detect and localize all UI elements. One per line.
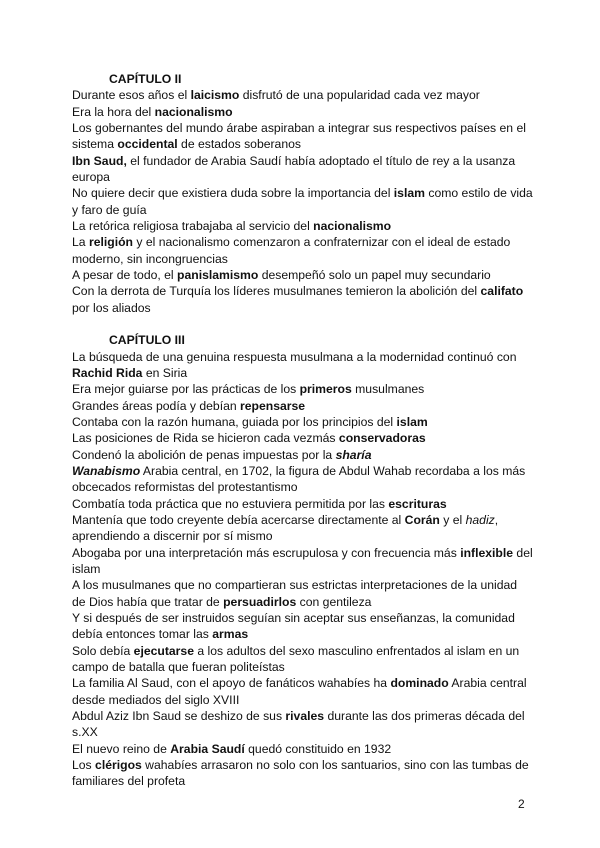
text-run: en Siria	[142, 365, 188, 380]
bold-term: clérigos	[95, 758, 142, 773]
paragraph	[72, 741, 534, 757]
text-run: desempeñó solo un papel muy secundario	[258, 268, 491, 283]
text-run: disfrutó de una popularidad cada vez mayor	[239, 88, 480, 103]
text-run: Solo debía	[72, 643, 134, 658]
bold-term: inflexible	[460, 545, 514, 560]
bold-term: islam	[393, 186, 425, 201]
paragraph	[72, 234, 534, 267]
text-run: Los	[72, 758, 96, 773]
bold-term: califato	[480, 284, 524, 299]
text-run: durante las dos primeras década del s.XX	[72, 709, 525, 740]
text-run: A pesar de todo, el	[72, 268, 178, 283]
bold-term: primeros	[299, 382, 352, 397]
text-run: del islam	[72, 545, 533, 576]
paragraph	[72, 185, 534, 218]
bold-term: religión	[88, 235, 133, 250]
text-run: a los adultos del sexo masculino enfrentados al islam en un campo de batalla que fueran politeístas	[72, 643, 520, 675]
text-run: La retórica religiosa trabajaba al servicio del	[72, 219, 314, 234]
text-run: y el nacionalismo comenzaron a confraternizar con el ideal de estado moderno, sin incongruencias	[72, 235, 511, 266]
paragraph	[72, 496, 534, 512]
paragraph	[72, 87, 534, 103]
chapter-3-body	[72, 349, 534, 790]
text-run: Las posiciones de Rida se hicieron cada vezmás	[72, 431, 339, 446]
text-run: Era mejor guiarse por las prácticas de los	[72, 382, 300, 397]
text-run: La búsqueda de una genuina respuesta musulmana a la modernidad continuó con	[72, 349, 517, 364]
paragraph	[72, 414, 534, 430]
paragraph	[72, 610, 534, 643]
paragraph	[72, 577, 534, 610]
bold-term: nacionalismo	[313, 219, 392, 234]
bold-term: Ibn Saud,	[72, 153, 127, 168]
text-run: Con la derrota de Turquía los líderes musulmanes temieron la abolición del	[72, 284, 481, 299]
bold-term: persuadirlos	[223, 594, 297, 609]
bold-term: Rachid Rida	[72, 365, 143, 380]
text-run: Arabia central desde mediados del siglo XVIII	[72, 676, 527, 707]
text-run: Durante esos años el	[72, 88, 191, 103]
paragraph	[72, 545, 534, 578]
page-number: 2	[518, 797, 525, 811]
text-run: Combatía toda práctica que no estuviera permitida por las	[72, 496, 389, 511]
paragraph	[72, 381, 534, 397]
chapter-2-heading: CAPÍTULO II	[109, 72, 182, 86]
text-run: quedó constituido en 1932	[244, 741, 392, 756]
text-run: Condenó la abolición de penas impuestas por la	[72, 447, 336, 462]
text-run: el fundador de Arabia Saudí había adoptado el título de rey a la usanza europa	[72, 153, 516, 185]
text-run: Arabia central, en 1702, la figura de Abdul Wahab recordaba a los más obcecados reformistas del protestantismo	[72, 463, 526, 495]
bold-term: Corán	[404, 512, 440, 527]
chapter-3-heading: CAPÍTULO III	[109, 333, 185, 348]
paragraph	[72, 120, 534, 153]
text-run: Era la hora del	[72, 104, 155, 119]
text-run: y el	[439, 512, 466, 527]
paragraph	[72, 430, 534, 446]
bold-term: islam	[396, 414, 428, 429]
bold-term: dominado	[390, 676, 449, 691]
paragraph	[72, 643, 534, 676]
chapter-2-body	[72, 87, 534, 316]
bold-term: rivales	[285, 709, 325, 724]
text-run: Contaba con la razón humana, guiada por los principios del	[72, 414, 397, 429]
text-run: Grandes áreas podía y debían	[72, 398, 241, 413]
italic-term: hadiz	[465, 512, 495, 527]
paragraph	[72, 757, 534, 790]
text-run: La	[72, 235, 89, 250]
paragraph	[72, 218, 534, 234]
text-run: Abdul Aziz Ibn Saud se deshizo de sus	[72, 709, 286, 724]
text-run: musulmanes	[351, 382, 425, 397]
paragraph	[72, 463, 534, 496]
bold-term: armas	[212, 627, 249, 642]
bold-term: conservadoras	[338, 431, 426, 446]
text-run: Abogaba por una interpretación más escrupulosa y con frecuencia más	[72, 545, 461, 560]
text-run: Mantenía que todo creyente debía acercarse directamente al	[72, 512, 405, 527]
text-run: Y si después de ser instruidos seguían sin aceptar sus enseñanzas, la comunidad debía entonces tomar las	[72, 611, 515, 642]
bold-term: escrituras	[388, 496, 447, 511]
paragraph	[72, 153, 534, 186]
text-run: wahabíes arrasaron no solo con los santuarios, sino con las tumbas de familiares del profeta	[72, 758, 529, 789]
text-run: de estados soberanos	[177, 137, 301, 152]
text-run: como estilo de vida y faro de guía	[72, 186, 533, 217]
paragraph	[72, 675, 534, 708]
text-run: , aprendiendo a discernir por sí mismo	[72, 512, 499, 544]
bold-term: ejecutarse	[133, 643, 194, 658]
paragraph	[72, 447, 534, 463]
text-run: A los musulmanes que no compartieran sus estrictas interpretaciones de la unidad de Dios había que tratar de	[72, 578, 518, 609]
paragraph	[72, 349, 534, 382]
page-content	[72, 71, 534, 790]
bold-term: panislamismo	[177, 268, 259, 283]
text-run: Los gobernantes del mundo árabe aspiraban a integrar sus respectivos países en el sistema	[72, 121, 526, 152]
bold-term: repensarse	[240, 398, 306, 413]
paragraph	[72, 398, 534, 414]
bold-term: nacionalismo	[154, 104, 233, 119]
text-run: No quiere decir que existiera duda sobre la importancia del	[72, 186, 394, 201]
bold-term: Arabia Saudí	[170, 741, 245, 756]
bold-italic-term: sharía	[335, 447, 372, 462]
paragraph	[72, 512, 534, 545]
text-run: por los aliados	[72, 300, 151, 315]
bold-term: occidental	[117, 137, 178, 152]
paragraph	[72, 283, 534, 316]
paragraph	[72, 267, 534, 283]
bold-term: laicismo	[190, 88, 240, 103]
section-spacer	[72, 316, 534, 332]
text-run: con gentileza	[296, 594, 372, 609]
text-run: El nuevo reino de	[72, 741, 171, 756]
bold-italic-term: Wanabismo	[72, 463, 141, 478]
paragraph	[72, 708, 534, 741]
text-run: La familia Al Saud, con el apoyo de fanáticos wahabíes ha	[72, 676, 391, 691]
paragraph	[72, 104, 534, 120]
